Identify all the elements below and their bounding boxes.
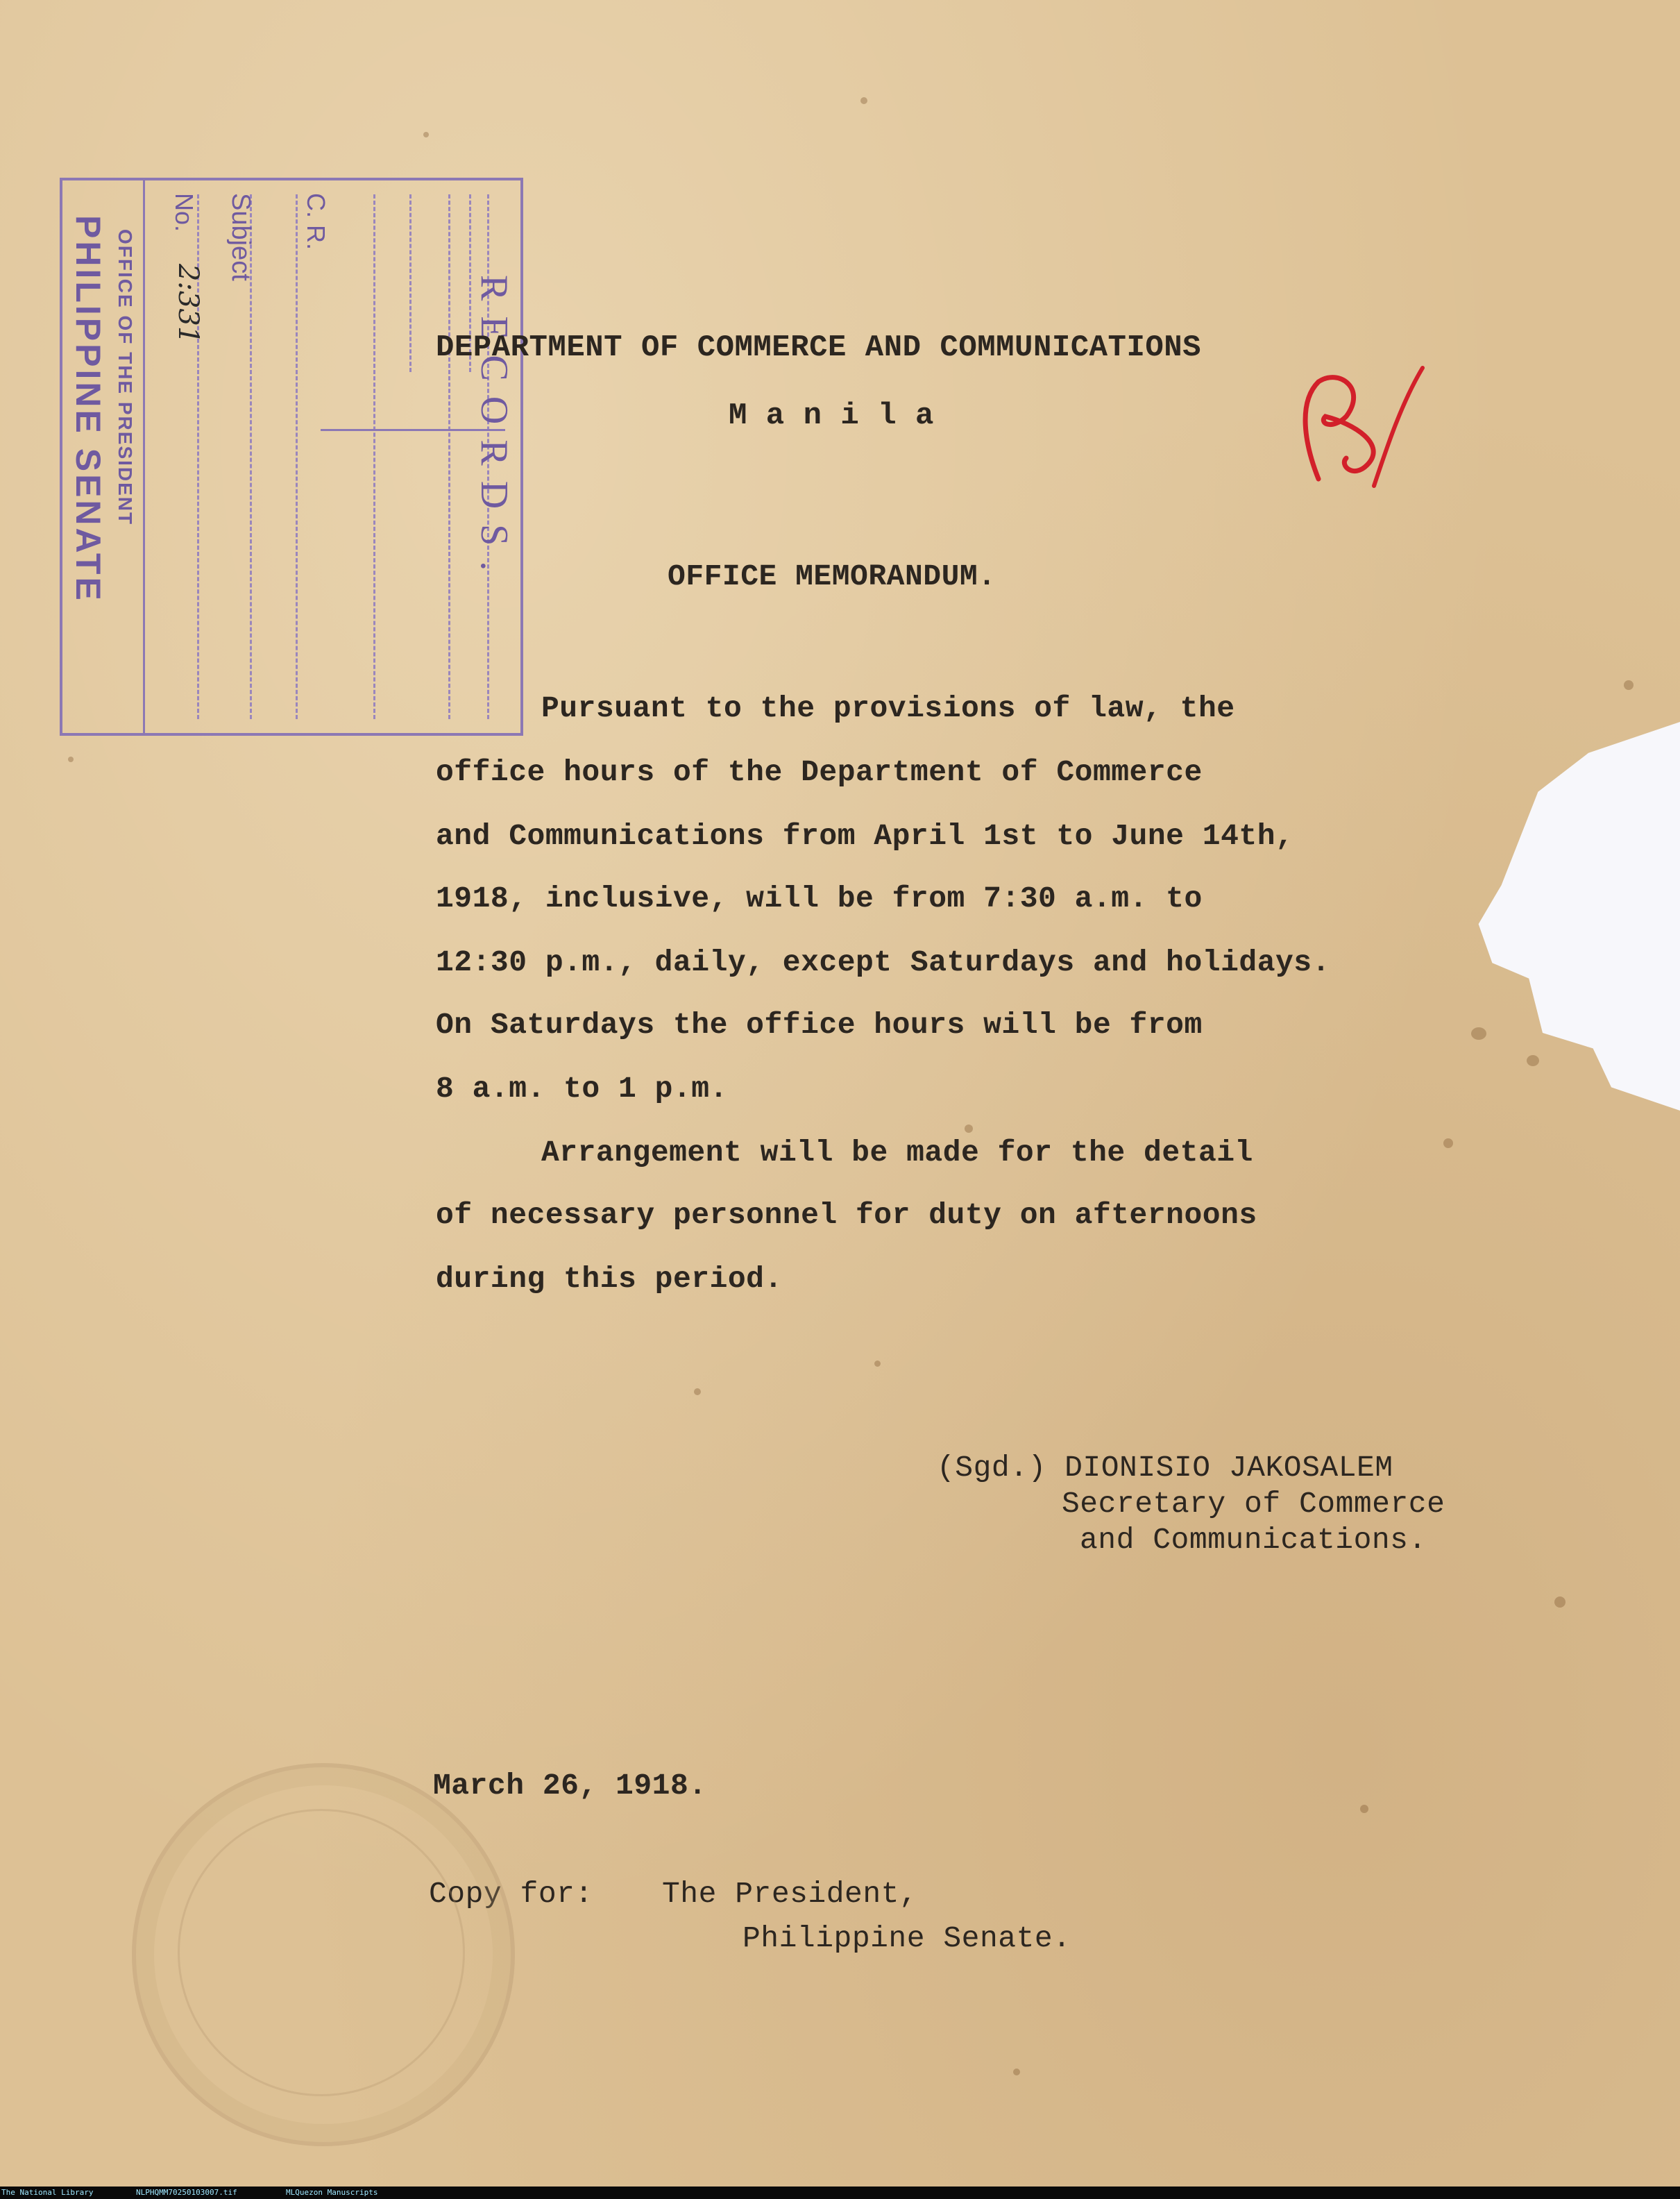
stain — [68, 757, 74, 762]
memo-date: March 26, 1918. — [433, 1769, 707, 1803]
body-line: Pursuant to the provisions of law, the — [541, 691, 1235, 725]
body-line: and Communications from April 1st to June 14th, — [436, 819, 1294, 853]
signature-name: (Sgd.) DIONISIO JAKOSALEM — [937, 1451, 1393, 1485]
footer-file: NLPHQMM70250103007.tif — [136, 2188, 237, 2197]
stamp-divider — [143, 180, 145, 733]
body-line: Arrangement will be made for the detail — [541, 1136, 1253, 1170]
stain — [1527, 1055, 1539, 1066]
signature-title: Secretary of Commerce — [1062, 1487, 1445, 1521]
memo-title: OFFICE MEMORANDUM. — [668, 559, 996, 593]
stain — [694, 1388, 701, 1395]
embossed-seal — [132, 1763, 515, 2146]
stamp-subject-label: Subject — [226, 193, 255, 281]
stamp-dash-line — [448, 194, 450, 719]
department-heading: DEPARTMENT OF COMMERCE AND COMMUNICATIONS — [436, 330, 1202, 365]
torn-edge — [1451, 722, 1680, 1111]
stamp-dash-line — [409, 194, 411, 372]
body-line: of necessary personnel for duty on afternoons — [436, 1198, 1257, 1232]
stain — [1624, 680, 1634, 690]
stamp-records-label: RECORDS. — [473, 275, 516, 587]
stamp-cr-label: C. R. — [302, 193, 330, 251]
stamp-dash-line — [296, 194, 298, 719]
stain — [860, 97, 867, 104]
stain — [1471, 1027, 1486, 1040]
body-line: 1918, inclusive, will be from 7:30 a.m. to — [436, 882, 1203, 916]
stain — [1443, 1138, 1453, 1148]
embossed-seal-ring — [178, 1809, 465, 2096]
body-line: On Saturdays the office hours will be from — [436, 1008, 1203, 1042]
copy-recipient: Philippine Senate. — [743, 1921, 1071, 1955]
red-initial-mark — [1291, 361, 1429, 500]
stain — [1360, 1805, 1368, 1813]
stain — [874, 1360, 881, 1367]
stain — [965, 1124, 973, 1133]
stamp-subtitle: OFFICE OF THE PRESIDENT — [114, 229, 136, 526]
copy-recipient: The President, — [662, 1877, 918, 1911]
footer-library: The National Library — [1, 2188, 94, 2197]
footer-collection: MLQuezon Manuscripts — [286, 2188, 378, 2197]
body-line: 8 a.m. to 1 p.m. — [436, 1072, 728, 1106]
stamp-no-value: 2:331 — [172, 264, 204, 344]
city-heading: M a n i l a — [729, 398, 934, 433]
signature-title: and Communications. — [1080, 1523, 1427, 1557]
body-line: 12:30 p.m., daily, except Saturdays and holidays. — [436, 945, 1330, 979]
stamp-no-label: No. — [170, 193, 198, 233]
copy-label: Copy for: — [429, 1877, 593, 1911]
stain — [423, 132, 429, 137]
body-line: office hours of the Department of Commerce — [436, 755, 1203, 789]
stain — [1013, 2069, 1020, 2075]
body-line: during this period. — [436, 1262, 783, 1296]
archive-footer — [0, 2187, 1680, 2199]
stain — [1554, 1596, 1566, 1608]
stamp-dash-line — [373, 194, 375, 719]
stamp-title: PHILIPPINE SENATE — [69, 215, 108, 603]
